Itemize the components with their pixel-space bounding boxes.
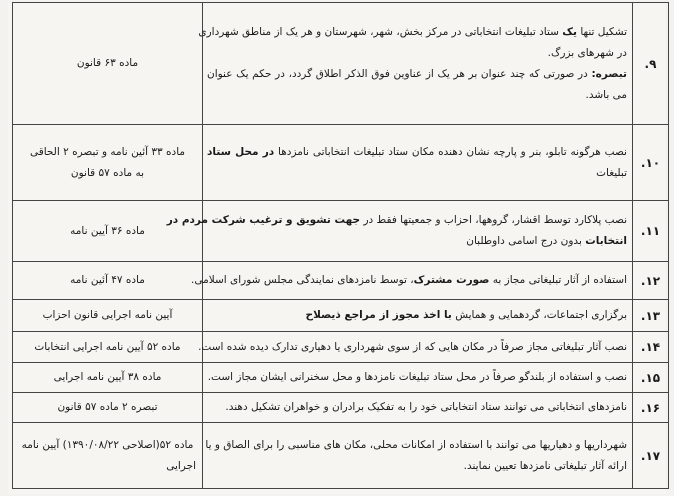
table-row bbox=[13, 201, 669, 262]
rule-line: می باشد. bbox=[585, 88, 627, 101]
rule-line: نامزدهای انتخاباتی می توانند ستاد انتخاباتی خود را به تفکیک برادران و خواهران تشکیل دهند. bbox=[225, 401, 627, 413]
rule-description-cell bbox=[166, 201, 633, 262]
rule-line: نصب هرگونه تابلو، بنر و پارچه نشان دهنده مکان ستاد تبلیغات انتخاباتی نامزدها در محل ستاد bbox=[207, 145, 627, 158]
rule-line: تبلیغات bbox=[596, 166, 627, 179]
rule-description-cell bbox=[203, 300, 633, 332]
law-reference-line: ماده ۳۸ آیین نامه اجرایی bbox=[53, 371, 162, 383]
law-reference-cell bbox=[13, 423, 203, 489]
row-number: ۱۰. bbox=[633, 125, 669, 201]
rule-line: نصب پلاکارد توسط اقشار، گروهها، احزاب و جمعیتها فقط در جهت تشویق و ترغیب شرکت مردم در bbox=[166, 214, 627, 226]
law-reference-cell bbox=[13, 363, 203, 393]
rule-line: انتخابات بدون درج اسامی داوطلبان bbox=[466, 235, 627, 247]
table-row bbox=[13, 300, 669, 332]
rule-description-cell bbox=[191, 262, 633, 300]
rule-line: شهرداریها و دهیاریها می توانند با استفاده از امکانات محلی، مکان های مناسبی را برای الصاق و یا bbox=[205, 438, 627, 451]
law-reference-cell bbox=[13, 332, 203, 363]
row-number: ۱۷. bbox=[633, 423, 669, 489]
table-row bbox=[13, 423, 669, 489]
rule-line: تشکیل تنها یک ستاد تبلیغات انتخاباتی در مرکز بخش، شهر، شهرستان و هر یک از مناطق شهرداری bbox=[198, 25, 627, 38]
rule-line: نصب و استفاده از بلندگو صرفاً در محل ستاد تبلیغات نامزدها و محل سخنرانی ایشان مجاز است. bbox=[207, 371, 627, 383]
rule-description-cell bbox=[198, 332, 633, 363]
law-reference-line: ماده ۶۳ قانون bbox=[76, 57, 139, 69]
law-reference-cell bbox=[13, 125, 203, 201]
rule-line: ارائه آثار تبلیغاتی نامزدها تعیین نمایند. bbox=[463, 459, 627, 472]
regulations-table bbox=[12, 2, 669, 489]
law-reference-cell bbox=[13, 262, 203, 300]
law-reference-line: به ماده ۵۷ قانون bbox=[70, 166, 145, 179]
rule-description-cell bbox=[203, 363, 633, 393]
row-number: ۱۶. bbox=[633, 393, 669, 423]
rule-description-cell bbox=[198, 3, 633, 125]
row-number: ۱۴. bbox=[633, 332, 669, 363]
table-row bbox=[13, 262, 669, 300]
law-reference-line: ماده ۳۶ آیین نامه bbox=[70, 224, 145, 237]
rule-line: استفاده از آثار تبلیغاتی مجاز به صورت مشترک، توسط نامزدهای نمایندگی مجلس شورای اسلامی. bbox=[191, 274, 627, 286]
law-reference-line: تبصره ۲ ماده ۵۷ قانون bbox=[57, 401, 158, 413]
document-page bbox=[8, 2, 666, 494]
row-number: ۱۱. bbox=[633, 201, 669, 262]
row-number: ۱۲. bbox=[633, 262, 669, 300]
rule-description-cell bbox=[203, 393, 633, 423]
rule-description-cell bbox=[203, 423, 633, 489]
law-reference-line: آیین نامه اجرایی قانون احزاب bbox=[42, 309, 173, 321]
law-reference-line: ماده ۵۲(اصلاحی ۱۳۹۰/۰۸/۲۲) آیین نامه bbox=[21, 438, 194, 451]
regulations-table-body bbox=[13, 3, 669, 489]
law-reference-cell bbox=[13, 300, 203, 332]
law-reference-line: ماده ۴۷ آئین نامه bbox=[70, 274, 145, 286]
rule-line: تبصره: در صورتی که چند عنوان بر هر یک از عناوین فوق الذکر اطلاق گردد، در حکم یک عنوان bbox=[207, 67, 627, 80]
rule-line: نصب آثار تبلیغاتی مجاز صرفاً در مکان هایی که از سوی شهرداری یا دهیاری تدارک دیده شده است. bbox=[198, 340, 627, 353]
law-reference-line: ماده ۵۲ آیین نامه اجرایی انتخابات bbox=[34, 340, 181, 353]
law-reference-cell bbox=[13, 393, 203, 423]
row-number: ۱۵. bbox=[633, 363, 669, 393]
table-row bbox=[13, 332, 669, 363]
law-reference-cell bbox=[13, 3, 203, 125]
law-reference-line: اجرایی bbox=[166, 459, 196, 472]
rule-line: برگزاری اجتماعات، گردهمایی و همایش با اخذ مجوز از مراجع ذیصلاح bbox=[305, 309, 627, 321]
row-number: ۹. bbox=[633, 3, 669, 125]
table-row bbox=[13, 3, 669, 125]
row-number: ۱۳. bbox=[633, 300, 669, 332]
table-row bbox=[13, 363, 669, 393]
rule-description-cell bbox=[203, 125, 633, 201]
table-row bbox=[13, 393, 669, 423]
rule-line: در شهرهای بزرگ. bbox=[547, 46, 627, 59]
table-row bbox=[13, 125, 669, 201]
law-reference-line: ماده ۳۳ آئین نامه و تبصره ۲ الحاقی bbox=[29, 145, 186, 158]
